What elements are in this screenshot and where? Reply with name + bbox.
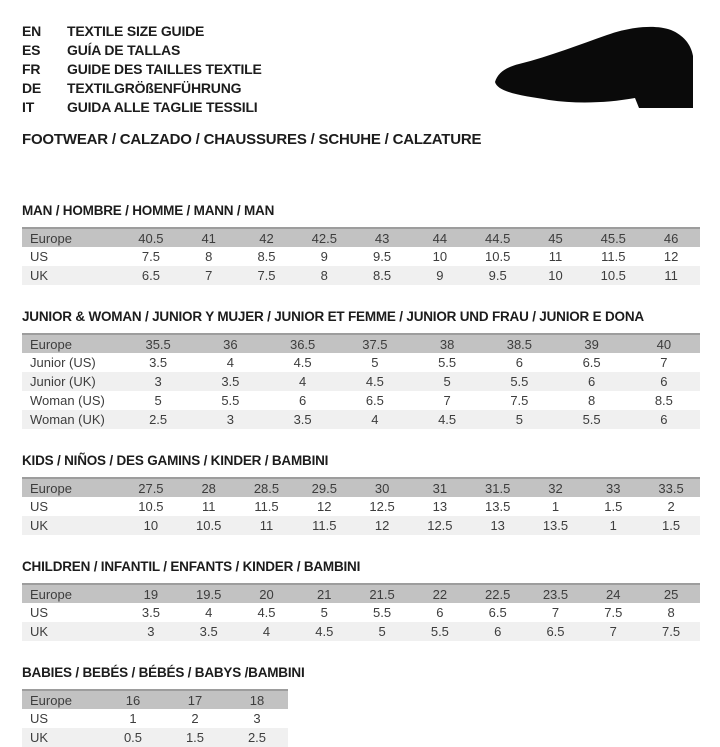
size-cell: 17 <box>187 692 203 708</box>
size-cell: 8.5 <box>257 249 276 264</box>
size-cell: 31 <box>432 480 448 496</box>
size-cell: 25 <box>663 586 679 602</box>
size-cell: 1.5 <box>604 499 623 514</box>
size-cell: 3.5 <box>149 355 168 370</box>
section-title: JUNIOR & WOMAN / JUNIOR Y MUJER / JUNIOR ET FEMME / JUNIOR UND FRAU / JUNIOR E DONA <box>22 309 644 324</box>
dress-shoe-silhouette <box>489 24 704 116</box>
language-code: EN <box>22 23 42 39</box>
language-code: FR <box>22 61 41 77</box>
size-cell: 8 <box>667 605 675 620</box>
size-cell: 7.5 <box>510 393 529 408</box>
size-cell: 11.5 <box>312 518 337 533</box>
size-cell: 6.5 <box>546 624 565 639</box>
size-cell: 24 <box>606 586 621 602</box>
language-code: ES <box>22 42 41 58</box>
size-cell: 7 <box>205 268 213 283</box>
size-cell: 5 <box>378 624 386 639</box>
size-cell: 11 <box>201 499 216 514</box>
section-title: BABIES / BEBÉS / BÉBÉS / BABYS /BAMBINI <box>22 665 305 680</box>
size-cell: 7 <box>609 624 617 639</box>
size-cell: 12.5 <box>369 499 395 514</box>
row-label: Junior (US) <box>30 355 96 370</box>
row-label: Europe <box>30 692 72 708</box>
row-label: Europe <box>30 336 72 352</box>
size-row <box>22 391 700 410</box>
size-cell: 37.5 <box>362 336 388 352</box>
size-cell: 33.5 <box>658 480 684 496</box>
size-cell: 5.5 <box>373 605 392 620</box>
size-cell: 5.5 <box>430 624 449 639</box>
size-cell: 36.5 <box>289 336 316 352</box>
row-label: Woman (US) <box>30 393 105 408</box>
size-cell: 4 <box>205 605 213 620</box>
size-header-row <box>22 478 700 497</box>
category-line: FOOTWEAR / CALZADO / CHAUSSURES / SCHUHE / CALZATURE <box>22 131 482 148</box>
size-cell: 9 <box>436 268 444 283</box>
size-cell: 22.5 <box>485 586 511 602</box>
size-cell: 36 <box>223 336 238 352</box>
size-cell: 10.5 <box>138 499 164 514</box>
size-cell: 39 <box>584 336 599 352</box>
size-cell: 3 <box>147 624 155 639</box>
size-row <box>22 516 700 535</box>
size-row <box>22 497 700 516</box>
size-cell: 45.5 <box>600 230 626 246</box>
size-cell: 16 <box>125 692 141 708</box>
size-cell: 5 <box>443 374 451 389</box>
size-cell: 44.5 <box>485 230 511 246</box>
row-label: UK <box>30 624 49 639</box>
size-cell: 7.5 <box>662 624 681 639</box>
row-label: Europe <box>30 230 72 246</box>
size-cell: 8 <box>320 268 328 283</box>
size-cell: 46 <box>663 230 679 246</box>
size-cell: 3.5 <box>141 605 160 620</box>
size-cell: 5 <box>320 605 328 620</box>
size-cell: 21 <box>317 586 332 602</box>
size-cell: 1 <box>551 499 560 514</box>
size-cell: 10.5 <box>600 268 626 283</box>
size-cell: 38.5 <box>506 336 533 352</box>
size-cell: 7.5 <box>604 605 623 620</box>
size-row <box>22 353 700 372</box>
size-cell: 27.5 <box>138 480 164 496</box>
size-cell: 42 <box>259 230 274 246</box>
row-label: US <box>30 499 49 514</box>
row-label: US <box>30 249 49 264</box>
size-section <box>22 559 700 641</box>
size-cell: 11.5 <box>601 249 626 264</box>
size-cell: 12 <box>374 518 390 533</box>
size-cell: 31.5 <box>485 480 511 496</box>
size-cell: 7 <box>443 393 451 408</box>
size-cell: 7.5 <box>257 268 276 283</box>
size-row <box>22 410 700 429</box>
size-cell: 3.5 <box>293 412 312 427</box>
shoe-icon <box>489 24 704 116</box>
size-cell: 11 <box>664 268 678 283</box>
size-cell: 3.5 <box>199 624 218 639</box>
section-title: CHILDREN / INFANTIL / ENFANTS / KINDER / BAMBINI <box>22 559 361 574</box>
size-cell: 18 <box>249 692 265 708</box>
size-cell: 6 <box>588 374 596 389</box>
size-cell: 4.5 <box>257 605 276 620</box>
size-cell: 5.5 <box>221 393 240 408</box>
size-cell: 28.5 <box>253 480 280 496</box>
size-cell: 1.5 <box>662 518 681 533</box>
size-cell: 6 <box>494 624 502 639</box>
size-cell: 4.5 <box>365 374 384 389</box>
language-code: DE <box>22 80 42 96</box>
size-cell: 8.5 <box>373 268 392 283</box>
size-cell: 11 <box>548 249 563 264</box>
size-cell: 20 <box>259 586 274 602</box>
row-label: US <box>30 605 49 620</box>
size-cell: 38 <box>439 336 455 352</box>
size-cell: 13 <box>432 499 448 514</box>
size-cell: 5.5 <box>510 374 529 389</box>
size-cell: 11.5 <box>254 499 279 514</box>
size-cell: 21.5 <box>369 586 395 602</box>
size-cell: 13.5 <box>542 518 569 533</box>
size-row <box>22 372 700 391</box>
size-cell: 8 <box>205 249 213 264</box>
size-section <box>22 203 700 285</box>
size-table <box>22 689 288 747</box>
size-cell: 5 <box>515 412 523 427</box>
language-title: GUÍA DE TALLAS <box>67 42 181 58</box>
size-cell: 19.5 <box>196 586 222 602</box>
size-cell: 28 <box>201 480 216 496</box>
size-cell: 4 <box>262 624 271 639</box>
size-cell: 3 <box>226 412 234 427</box>
size-cell: 2 <box>667 499 675 514</box>
size-cell: 4.5 <box>315 624 334 639</box>
size-cell: 40 <box>656 336 672 352</box>
size-cell: 1.5 <box>185 730 205 745</box>
size-cell: 45 <box>548 230 563 246</box>
size-cell: 19 <box>143 586 159 602</box>
size-cell: 8 <box>588 393 596 408</box>
size-cell: 3 <box>253 711 261 726</box>
size-cell: 9.5 <box>373 249 392 264</box>
size-cell: 2 <box>191 711 199 726</box>
size-cell: 1 <box>129 711 137 726</box>
size-cell: 35.5 <box>145 336 171 352</box>
size-cell: 41 <box>201 230 216 246</box>
size-table <box>22 227 700 285</box>
size-cell: 12 <box>317 499 332 514</box>
size-cell: 3 <box>154 374 162 389</box>
row-label: UK <box>30 268 49 283</box>
size-cell: 10 <box>548 268 563 283</box>
size-cell: 6 <box>660 412 668 427</box>
size-cell: 5.5 <box>438 355 457 370</box>
size-cell: 5 <box>371 355 379 370</box>
size-cell: 9.5 <box>488 268 507 283</box>
size-cell: 7.5 <box>141 249 160 264</box>
size-row <box>22 603 700 622</box>
size-row <box>22 709 288 728</box>
size-table <box>22 583 700 641</box>
language-title: TEXTILE SIZE GUIDE <box>67 23 205 39</box>
size-cell: 7 <box>660 355 668 370</box>
size-tables <box>22 203 700 747</box>
size-table <box>22 333 700 429</box>
size-cell: 6.5 <box>141 268 160 283</box>
size-cell: 2.5 <box>247 730 267 745</box>
size-cell: 4.5 <box>293 355 312 370</box>
size-cell: 0.5 <box>123 730 143 745</box>
size-cell: 6 <box>436 605 444 620</box>
size-cell: 42.5 <box>311 230 337 246</box>
size-cell: 43 <box>374 230 390 246</box>
size-cell: 2.5 <box>149 412 168 427</box>
size-cell: 12.5 <box>427 518 453 533</box>
size-row <box>22 266 700 285</box>
size-cell: 6 <box>299 393 307 408</box>
size-cell: 33 <box>606 480 621 496</box>
language-title: GUIDE DES TAILLES TEXTILE <box>67 61 262 77</box>
row-label: UK <box>30 518 49 533</box>
language-title: TEXTILGRÖßENFÜHRUNG <box>67 80 242 96</box>
size-cell: 44 <box>432 230 448 246</box>
size-cell: 4 <box>226 355 234 370</box>
size-cell: 6.5 <box>365 393 384 408</box>
section-title: MAN / HOMBRE / HOMME / MANN / MAN <box>22 203 275 218</box>
size-cell: 6.5 <box>488 605 507 620</box>
size-row <box>22 247 700 266</box>
size-cell: 4 <box>299 374 307 389</box>
row-label: Europe <box>30 480 72 496</box>
size-cell: 6 <box>515 355 523 370</box>
size-cell: 13 <box>490 518 505 533</box>
size-cell: 13.5 <box>485 499 511 514</box>
section-title: KIDS / NIÑOS / DES GAMINS / KINDER / BAMBINI <box>22 453 329 468</box>
size-cell: 5.5 <box>582 412 601 427</box>
size-cell: 4.5 <box>438 412 457 427</box>
size-row <box>22 728 288 747</box>
language-code: IT <box>22 99 35 115</box>
size-header-row <box>22 228 700 247</box>
size-cell: 10.5 <box>196 518 222 533</box>
row-label: UK <box>30 730 49 745</box>
size-cell: 23.5 <box>542 586 569 602</box>
language-title: GUIDA ALLE TAGLIE TESSILI <box>67 99 258 115</box>
size-cell: 5 <box>154 393 162 408</box>
size-cell: 29.5 <box>311 480 337 496</box>
size-cell: 1 <box>609 518 617 533</box>
row-label: Woman (UK) <box>30 412 105 427</box>
size-cell: 11 <box>259 518 274 533</box>
size-cell: 40.5 <box>138 230 164 246</box>
size-cell: 3.5 <box>221 374 240 389</box>
size-cell: 10 <box>432 249 448 264</box>
size-section <box>22 665 700 747</box>
size-cell: 9 <box>320 249 328 264</box>
size-cell: 30 <box>374 480 390 496</box>
size-header-row <box>22 584 700 603</box>
size-cell: 4 <box>371 412 379 427</box>
size-row <box>22 622 700 641</box>
size-cell: 10.5 <box>485 249 511 264</box>
row-label: Europe <box>30 586 72 602</box>
size-cell: 7 <box>551 605 560 620</box>
size-cell: 22 <box>432 586 448 602</box>
size-cell: 6.5 <box>582 355 601 370</box>
size-section <box>22 309 700 429</box>
size-cell: 6 <box>660 374 668 389</box>
row-label: Junior (UK) <box>30 374 96 389</box>
size-table <box>22 477 700 535</box>
size-section <box>22 453 700 535</box>
size-cell: 12 <box>663 249 679 264</box>
size-header-row <box>22 690 288 709</box>
size-cell: 32 <box>548 480 563 496</box>
row-label: US <box>30 711 49 726</box>
size-cell: 8.5 <box>654 393 673 408</box>
size-header-row <box>22 334 700 353</box>
size-cell: 10 <box>143 518 159 533</box>
